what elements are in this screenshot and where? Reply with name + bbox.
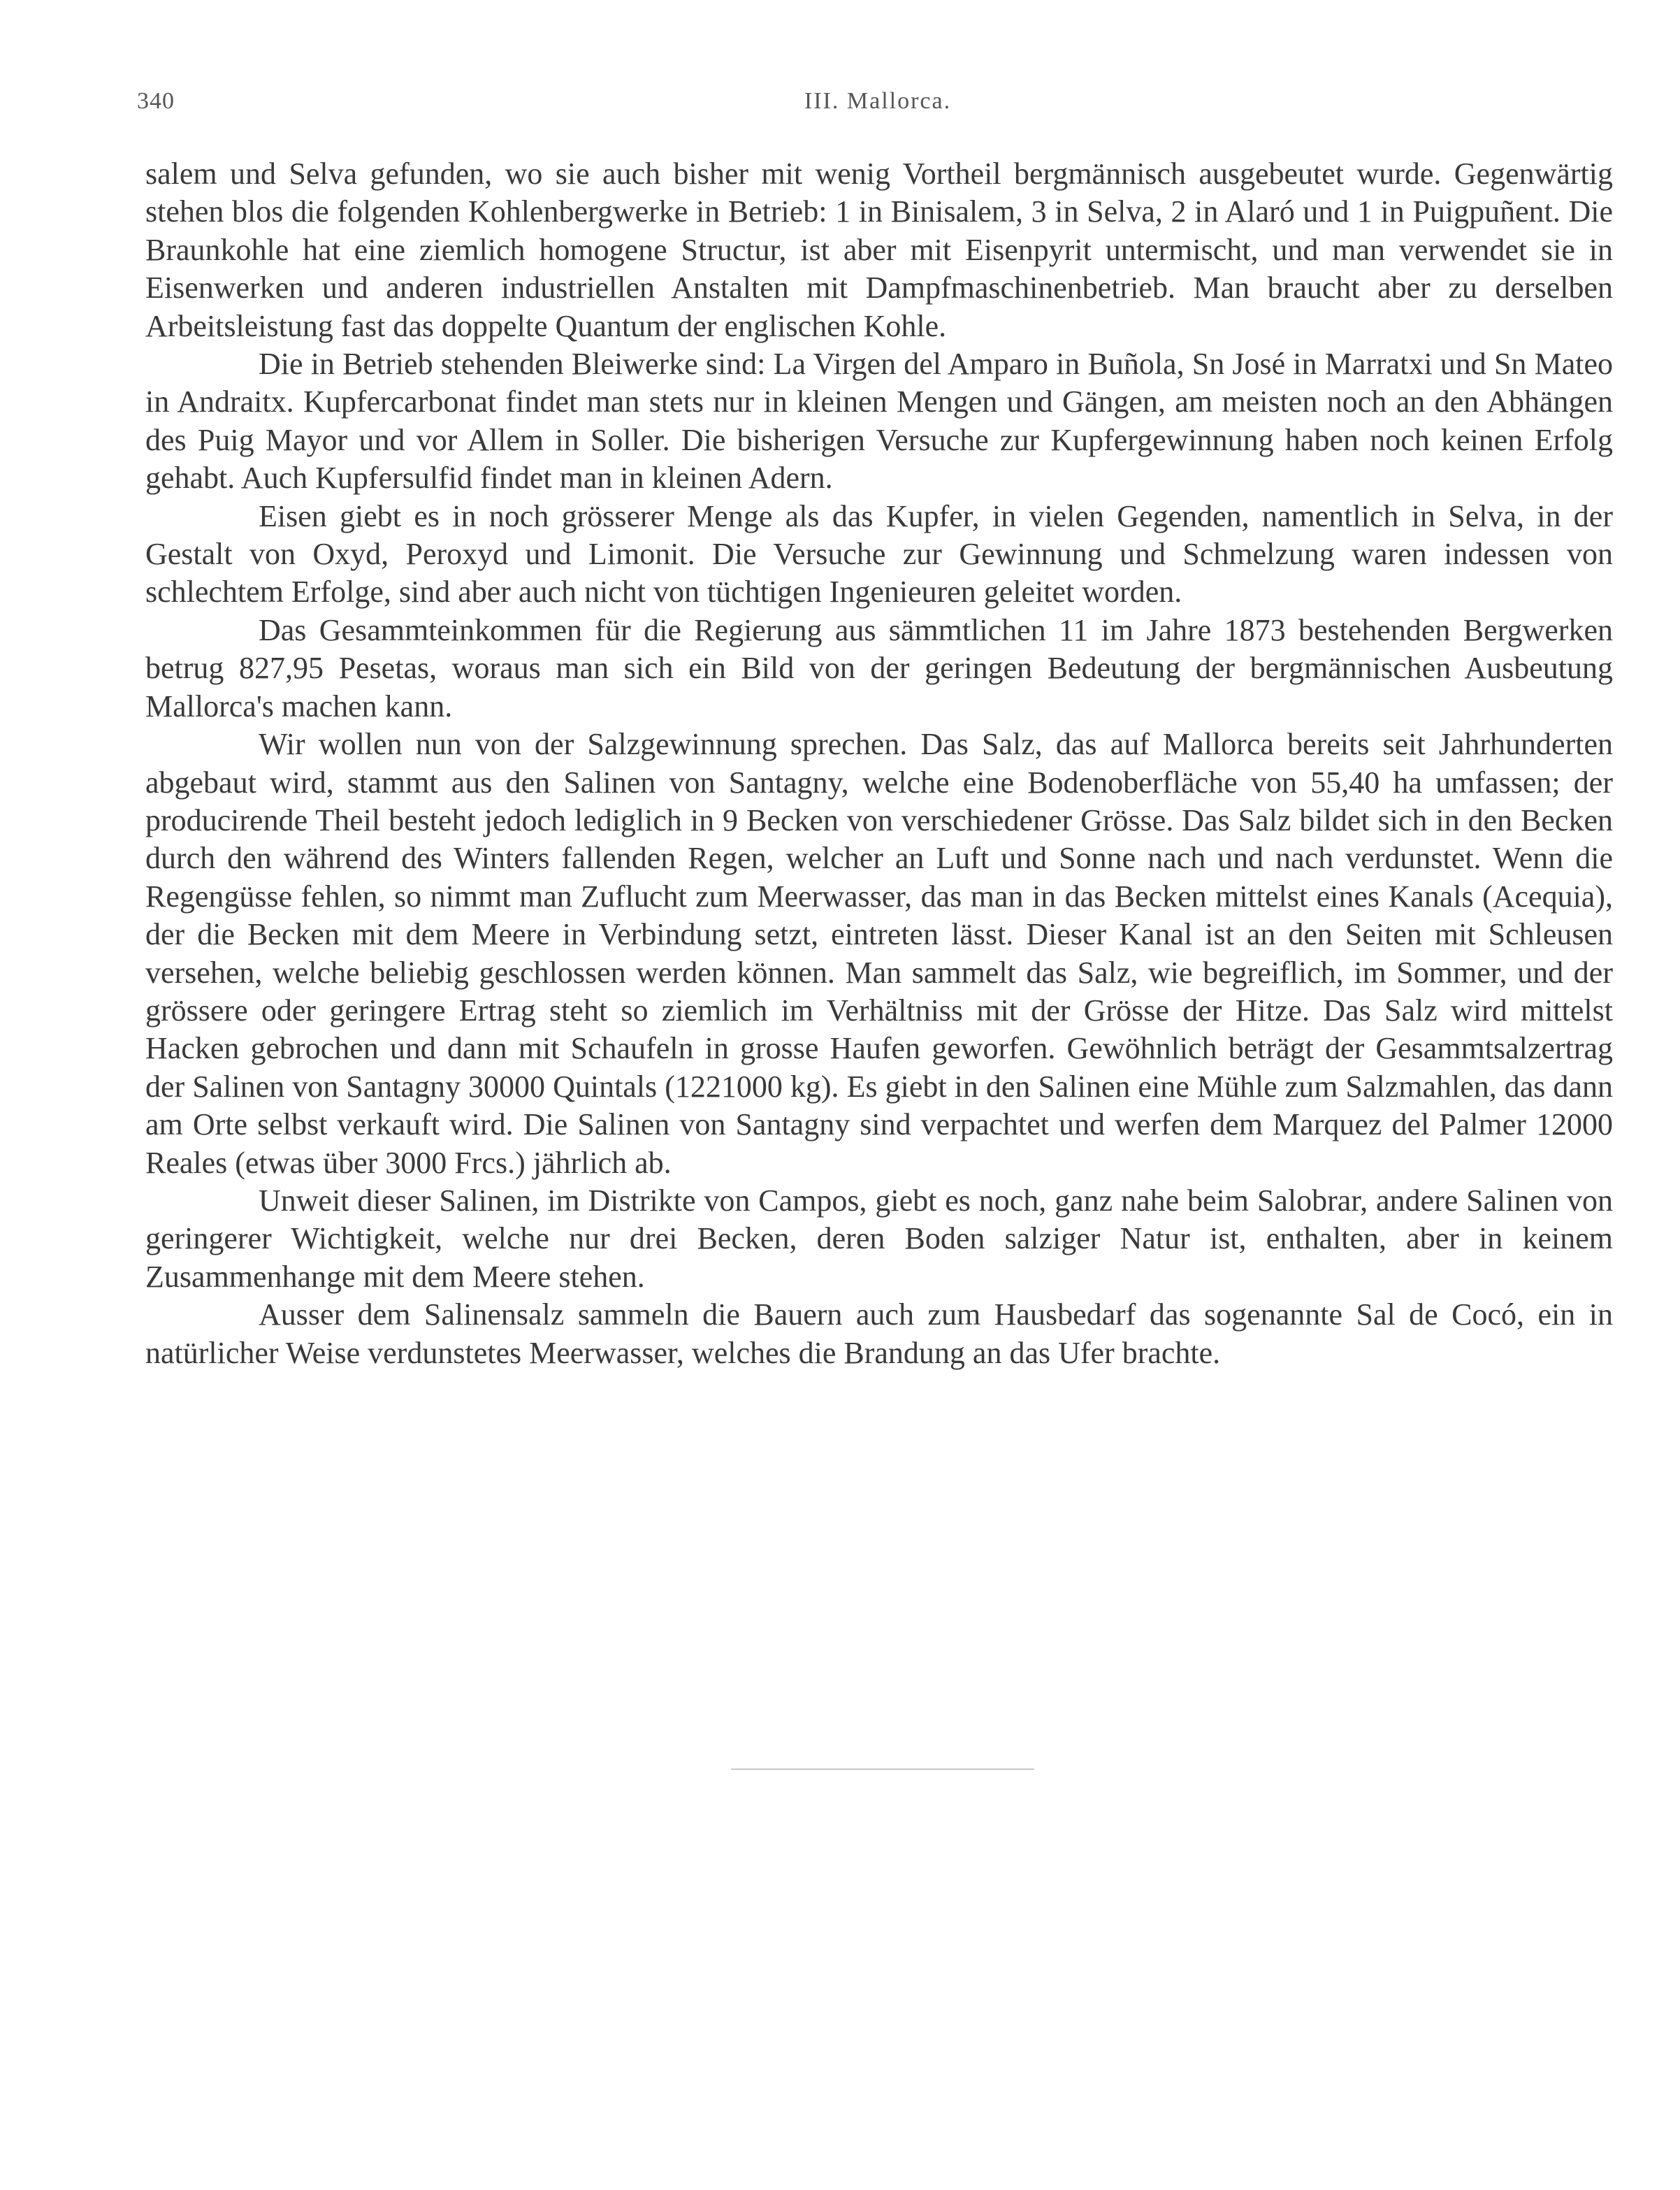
page-header bbox=[137, 88, 1619, 130]
chapter-end-rule bbox=[731, 1768, 1034, 1770]
paragraph-6: Unweit dieser Salinen, im Distrikte von Campos, giebt es noch, ganz nahe beim Salobrar, andere Salinen von geringerer Wichtigkeit, welche nur drei Becken, deren Boden salziger Natur ist, enthalten, aber in keinem Zusammenhange mit dem Meere stehen. bbox=[145, 1183, 1613, 1294]
paragraph-2: Die in Betrieb stehenden Bleiwerke sind: La Virgen del Amparo in Buñola, Sn José in Marratxi und Sn Mateo in Andraitx. Kupfercarbonat findet man stets nur in kleinen Mengen und Gängen, am meisten noch an den Abhängen des Puig Mayor und vor Allem in Soller. Die bisherigen Versuche zur Kupfergewinnung haben noch keinen Erfolg gehabt. Auch Kupfersulfid findet man in kleinen Adern. bbox=[145, 347, 1613, 496]
page-number: 340 bbox=[137, 88, 175, 114]
paragraph-7: Ausser dem Salinensalz sammeln die Bauern auch zum Hausbedarf das sogenannte Sal de Cocó, ein in natürlicher Weise verdunstetes Meerwasser, welches die Brandung an das Ufer brachte. bbox=[145, 1297, 1613, 1370]
paragraph-5: Wir wollen nun von der Salzgewinnung sprechen. Das Salz, das auf Mallorca bereits seit Jahrhunderten abgebaut wird, stammt aus den Salinen von Santagny, welche eine Bodenoberfläche von 55,40 ha umfassen; der producirende Theil besteht jedoch lediglich in 9 Becken von verschiedener Grösse. Das Salz bildet sich in den Becken durch den während des Winters fallenden Regen, welcher an Luft und Sonne nach und nach verdunstet. Wenn die Regengüsse fehlen, so nimmt man Zuflucht zum Meerwasser, das man in das Becken mittelst eines Kanals (Acequia), der die Becken mit dem Meere in Verbindung setzt, eintreten lässt. Dieser Kanal ist an den Seiten mit Schleusen versehen, welche beliebig geschlossen werden können. Man sammelt das Salz, wie begreiflich, im Sommer, und der grössere oder geringere Ertrag steht so ziemlich im Verhältniss mit der Grösse der Hitze. Das Salz wird mittelst Hacken gebrochen und dann mit Schaufeln in grosse Haufen geworfen. Gewöhnlich beträgt der Gesammtsalzertrag der Salinen von Santagny 30000 Quintals (1221000 kg). Es giebt in den Salinen eine Mühle zum Salzmahlen, das dann am Orte selbst verkauft wird. Die Salinen von Santagny sind verpachtet und werfen dem Marquez del Palmer 12000 Reales (etwas über 3000 Frcs.) jährlich ab. bbox=[145, 727, 1613, 1180]
paragraph-4: Das Gesammteinkommen für die Regierung aus sämmtlichen 11 im Jahre 1873 bestehenden Bergwerken betrug 827,95 Pesetas, woraus man sich ein Bild von der geringen Bedeutung der bergmännischen Ausbeutung Mallorca's machen kann. bbox=[145, 612, 1613, 723]
body-text bbox=[145, 155, 1613, 1372]
paragraph-1: salem und Selva gefunden, wo sie auch bisher mit wenig Vortheil bergmännisch ausgebeutet wurde. Gegenwärtig stehen blos die folgenden Kohlenbergwerke in Betrieb: 1 in Binisalem, 3 in Selva, 2 in Alaró und 1 in Puigpuñent. Die Braunkohle hat eine ziemlich homogene Structur, ist aber mit Eisenpyrit untermischt, und man verwendet sie in Eisenwerken und anderen industriellen Anstalten mit Dampfmaschinenbetrieb. Man braucht aber zu derselben Arbeitsleistung fast das doppelte Quantum der englischen Kohle. bbox=[145, 157, 1613, 343]
paragraph-3: Eisen giebt es in noch grösserer Menge als das Kupfer, in vielen Gegenden, namentlich in Selva, in der Gestalt von Oxyd, Peroxyd und Limonit. Die Versuche zur Gewinnung und Schmelzung waren indessen von schlechtem Erfolge, sind aber auch nicht von tüchtigen Ingenieuren geleitet worden. bbox=[145, 498, 1613, 610]
running-title: III. Mallorca. bbox=[804, 88, 952, 114]
